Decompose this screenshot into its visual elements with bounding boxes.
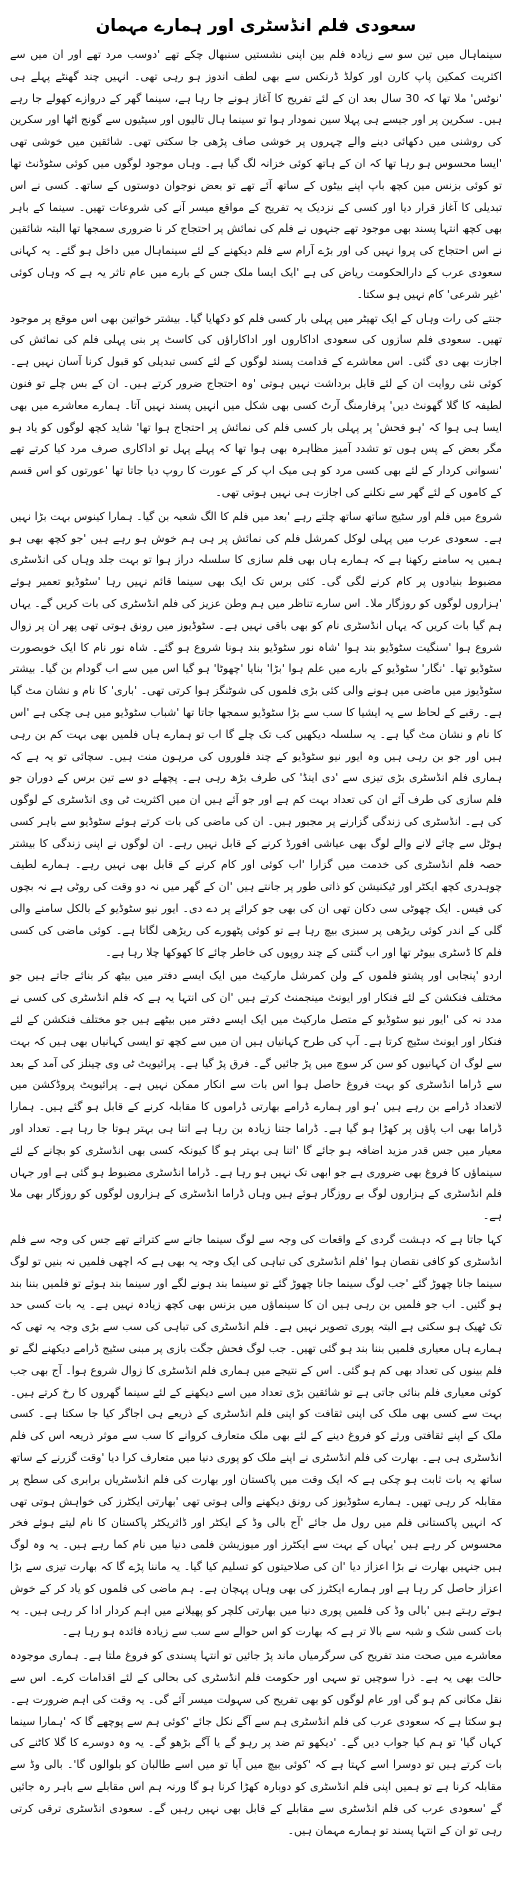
article-paragraph: اردو 'پنجابی اور پشتو فلموں کے ولن کمرشل مارکیٹ میں ایک ایسے دفتر میں بیٹھ کر بنائے جاتے ہیں جو مختلف فنکشن کے لئے فنکار اور ایونٹ مینجمنٹ کرتے ہیں 'ان کی انتہا یہ ہے کہ فلم انڈسٹری کی کسی نے مدد نہ کی 'ایور نیو سٹوڈیو کے متصل مارکیٹ میں ایک ایسے دفتر میں بیٹھے ہیں جو مختلف فنکشن کے لئے فنکار اور ایونٹ سٹیج کرتا ہے۔ آپ کی طرح کہانیاں ہیں ان میں سے کچھ تو ایسی کہانیاں بھی ہیں کہ بہت سے لوگ ان کہانیوں کو سن کر سوچ میں پڑ جائیں گے۔ فرق پڑ گیا ہے۔ پرائیویٹ ٹی وی چینلز کی آمد کے بعد سے ڈراما انڈسٹری کو بہت فروغ حاصل ہوا اس بات سے انکار ممکن نہیں ہے۔ پرائیویٹ پروڈکشن میں لاتعداد ڈرامے بن رہے ہیں 'ہو اور ہمارے ڈرامے بھارتی ڈراموں کا مقابلہ کرنے کے قابل ہو گئے ہیں۔ ہمارا ڈراما بھی اب پاؤں پر کھڑا ہو گیا ہے۔ ڈراما جتنا زیادہ بن رہا ہے اتنا ہی بہتر ہوتا جا رہا ہے۔ تعداد اور معیار میں جس قدر مزید اضافہ ہو جائے گا 'اتنا ہی بہتر ہو گا کیونکہ کسی بھی انڈسٹری کو بچانے کے لئے سینماؤں کا فروغ بھی ضروری ہے جو ابھی تک نہیں ہو رہا ہے۔ ڈراما انڈسٹری مضبوط ہو گئی ہے اور جہاں فلم انڈسٹری کے ہزاروں لوگ بے روزگار ہوئے ہیں وہاں ڈراما انڈسٹری کے ہزاروں لوگوں کو روزگار بھی ملا ہے۔ — [10, 969, 502, 1223]
article-paragraph: کہا جاتا ہے کہ دہشت گردی کے واقعات کی وجہ سے لوگ سینما جانے سے کتراتے تھے جس کی وجہ سے فلم انڈسٹری کو کافی نقصان ہوا 'فلم انڈسٹری کی تباہی کی ایک وجہ یہ بھی ہے کہ اچھی فلمیں نہ بنیں تو لوگ سینما جانا چھوڑ گئے 'جب لوگ سینما جانا چھوڑ گئے تو سینما بند ہونے لگے اور سینما بند ہوئے تو فلمیں بننا بند ہو گئیں۔ اب جو فلمیں بن رہی ہیں ان کا سینماؤں میں بزنس بھی کچھ زیادہ نہیں ہے۔ یہ بات کسی حد تک ٹھیک ہو سکتی ہے البتہ پوری تصویر نہیں ہے۔ فلم انڈسٹری کی تباہی کی سب سے بڑی وجہ یہ تھی کہ ہمارے ہاں معیاری فلمیں بننا بند ہو گئی تھیں۔ جب لوگ فحش جگت بازی پر مبنی سٹیج ڈرامے دیکھنے لگے تو فلم بینوں کی تعداد بھی کم ہو گئی۔ اس کے نتیجے میں ہماری فلم انڈسٹری کا زوال شروع ہوا۔ آج بھی جب کوئی معیاری فلم بنائی جاتی ہے تو شائقین بڑی تعداد میں اسے دیکھنے کے لئے سینما گھروں کا رخ کرتے ہیں۔ بہت سے کسی بھی ملک کی اپنی ثقافت کو اپنی فلم انڈسٹری کے ذریعے ہی اجاگر کیا جا سکتا ہے۔ کسی ملک کے اپنے ثقافتی ورثے کو فروغ دینے کے لئے بھی ملک متعارف کروانے کا سب سے موثر ذریعہ اس کی فلم انڈسٹری ہی ہے۔ بھارت کی فلم انڈسٹری نے اپنے ملک کو پوری دنیا میں متعارف کرا دیا 'وقت گزرنے کے ساتھ ساتھ یہ بات ثابت ہو چکی ہے کہ ایک وقت میں پاکستان اور بھارت کی فلم انڈسٹریاں برابری کی سطح پر مقابلہ کر رہی تھیں۔ ہمارے سٹوڈیوز کی رونق دیکھنے والی ہوتی تھی 'بھارتی ایکٹرز کی خواہش ہوتی تھی کہ انہیں پاکستانی فلم میں رول مل جائے 'آج بالی وڈ کے ایکٹر اور ڈائریکٹر پاکستان کا نام لیتے ہوئے فخر محسوس کر رہے ہیں 'یہاں کے بہت سے ایکٹرز اور میوزیشن فلمی دنیا میں نام کما رہے ہیں۔ یہ وہ لوگ ہیں جنہیں بھارت نے بڑا اعزاز دیا 'ان کی صلاحیتوں کو تسلیم کیا گیا۔ یہ ماننا پڑے گا کہ بھارت تیزی سے بڑا اعزاز حاصل کر رہا ہے اور ہمارے ایکٹرز کی بھی وہاں پہچان ہے۔ ہم ماضی کی فلموں کو یاد کر کے خوش ہوتے رہتے ہیں 'بالی وڈ کی فلمیں پوری دنیا میں بھارتی کلچر کو پھیلانے میں اہم کردار ادا کر رہی ہیں۔ یہ بات کسی شک و شبہ سے بالا تر ہے کہ بھارت کو اس حوالے سے سب سے زیادہ فائدہ ہو رہا ہے۔ — [10, 1233, 502, 1639]
article-paragraph: سینماہال میں تین سو سے زیادہ فلم بین اپنی نشستیں سنبھال چکے تھے 'دوسب مرد تھے اور ان میں سے اکثریت کمکین پاپ کارن اور کولڈ ڈرنکس سے بھی لطف اندوز ہو رہی تھی۔ انہیں چند گھنٹے پہلے ہی 'نوٹس' ملا تھا کہ 30 سال بعد ان کے لئے تفریح کا آغاز ہونے جا رہا ہے، سینما گھر کے دروازے کھولے جا رہے ہیں۔ سکرین پر اور جیسے ہی پہلا سین نمودار ہوا تو سینما ہال تالیوں اور سیٹیوں سے گونج اٹھا اور سکرین کی روشنی میں دکھائی دینے والے چہروں پر خوشی صاف پڑھی جا سکتی تھی۔ شائقین میں خوشی تھی 'ایسا محسوس ہو رہا تھا کہ ان کے ہاتھ کوئی خزانہ لگ گیا ہے۔ وہاں موجود لوگوں میں کوئی سٹوڈنٹ تھا تو کوئی بزنس مین کچھ باپ اپنے بیٹوں کے ساتھ آئے تھے تو بعض نوجوان دوستوں کے ساتھ۔ کسی نے اس تبدیلی کا آغاز قرار دیا اور کسی کے نزدیک یہ تفریح کے مواقع میسر آنے کی شروعات تھیں۔ سینما کے باہر بھی کچھ انتہا پسند بھی موجود تھے جنہوں نے فلم کی نمائش پر احتجاج کر نا ضروری سمجھا تھا البتہ شائقین نے اس احتجاج کی پروا نہیں کی اور بڑے آرام سے فلم دیکھنے کے لئے سینماہال میں داخل ہو گئے۔ یہ کہانی سعودی عرب کے دارالحکومت ریاض کی ہے 'ایک ایسا ملک جس کے بارے میں عام تاثر یہ ہے کہ وہاں کوئی 'غیر شرعی' کام نہیں ہو سکتا۔ — [10, 48, 502, 301]
article-paragraph: معاشرے میں صحت مند تفریح کی سرگرمیاں ماند پڑ جائیں تو انتہا پسندی کو فروغ ملتا ہے۔ ہماری موجودہ حالت بھی یہ ہے۔ ذرا سوچیں تو سہی اور حکومت فلم انڈسٹری کی بحالی کے لئے اقدامات کرے۔ اس سے نقل مکانی کم ہو گی اور عام لوگوں کو بھی تفریح کی سہولت میسر آئے گی۔ یہ وقت کی اہم ضرورت ہے۔ ہو سکتا ہے کہ سعودی عرب کی فلم انڈسٹری ہم سے آگے نکل جائے 'کوئی ہم سے پوچھے گا کہ 'ہمارا سینما کہاں گیا' تو ہم کیا جواب دیں گے۔ 'دیکھو تم ضد پر رہو گے یا آگے بڑھو گے۔ یہ وہ دوسرے کا گلا کاٹنے کی بات کرتے ہیں تو دوسرا اسے کہتا ہے کہ 'کوئی بیچ میں آیا تو میں اسے طالبان کو بلوالوں گا'۔ بالی وڈ سے مقابلہ کرنا ہے تو ہمیں اپنی فلم انڈسٹری کو دوبارہ کھڑا کرنا ہو گا ورنہ ہم اس مقابلے سے باہر رہ جائیں گے 'سعودی عرب کی فلم انڈسٹری سے مقابلے کے قابل بھی نہیں رہیں گے۔ سعودی انڈسٹری ترقی کرتی رہی تو ان کے انتہا پسند تو ہمارے مہمان ہیں۔ — [10, 1649, 502, 1837]
article-headline: سعودی فلم انڈسٹری اور ہمارے مہمان — [95, 16, 417, 36]
article-body — [10, 44, 502, 1841]
article-paragraph: شروع میں فلم اور سٹیج ساتھ ساتھ چلتے رہے 'بعد میں فلم کا الگ شعبہ بن گیا۔ ہمارا کینوس بہت بڑا نہیں ہے۔ سعودی عرب میں پہلی لوکل کمرشل فلم کی نمائش پر ہی ہم خوش ہو رہے ہیں 'جو کچھ بھی ہو ہمیں یہ سامنے رکھنا ہے کہ ہمارے ہاں بھی فلم سازی کا سلسلہ دراز ہوا تو بہت جلد وہاں کی انڈسٹری مضبوط بنیادوں پر کام کرنے لگی گی۔ کئی برس تک ایک بھی سینما قائم نہیں رہا 'سٹوڈیو تعمیر ہوئے 'ہزاروں لوگوں کو روزگار ملا۔ اس سارے تناظر میں ہم وطن عزیز کی فلم انڈسٹری کی بات کریں گے۔ یہاں ہم گیا بات کریں کہ یہاں انڈسٹری نام کو بھی باقی نہیں ہے۔ سٹوڈیوز میں رونق ہوتی تھی پھر ان پر زوال شروع ہوا 'سنگیت سٹوڈیو بند ہوا 'شاہ نور سٹوڈیو بند ہونا شروع ہو گئے۔ شاہ نور نام کا ایک خوبصورت سٹوڈیو تھا۔ 'نگار' سٹوڈیو کے بارے میں علم ہوا 'بڑا' بنایا 'چھوٹا' ہو گیا اس میں سے اب گودام بن گیا۔ بیشتر سٹوڈیوز میں ماضی میں ہونے والی کئی بڑی فلموں کی شوٹنگز ہوا کرتی تھی۔ 'باری' کا نام و نشان مٹ گیا ہے۔ رقبے کے لحاظ سے یہ ایشیا کا سب سے بڑا سٹوڈیو سمجھا جاتا تھا 'شباب سٹوڈیو میں ہی چکی ہے 'اس کا نام و نشان مٹ گیا ہے۔ یہ سلسلہ دیکھیں کب تک چلے گا اب تو ہمارے ہاں فلمیں بھی بہت کم بن رہی ہیں اور جو بن رہی ہیں وہ ایور نیو سٹوڈیو کے چند فلوروں کی مرہون منت ہیں۔ سچائی تو یہ ہے کہ ہماری فلم انڈسٹری بڑی تیزی سے 'دی اینڈ' کی طرف بڑھ رہی ہے۔ پچھلے دو سے تین برس کے دوران جو فلم سازی کی طرف آئے ان کی تعداد بہت کم ہے اور جو آئے ہیں ان میں اکثریت ٹی وی انڈسٹری کے لوگوں کی ہے۔ انڈسٹری کی زندگی گزارنے پر مجبور ہیں۔ ان کی ماضی کی بات کرتے ہوئے سٹوڈیو سے باہر کسی ہوٹل سے چائے لانے والے لوگ بھی عیاشی افورڈ کرنے کے قابل نہیں رہے۔ ان لوگوں نے اپنی زندگی کا بیشتر حصہ فلم انڈسٹری کی خدمت میں گزارا 'اب کوئی اور کام کرنے کے قابل بھی نہیں رہے۔ ہمارے لطیف چوہدری کچھ ایکٹر اور ٹیکنیشن کو ذاتی طور پر جانتے ہیں 'ان کے گھر میں نہ دو وقت کی روٹی ہے نہ بچوں کی فیس۔ ایک چھوٹی سی دکان تھی ان کی بھی جو کرائے پر دے دی۔ ایور نیو سٹوڈیو کے بالکل سامنے والی گلی کے اندر کوئی ریڑھی پر سبزی بیچ رہا ہے تو کوئی پٹھورے کی ریڑھی لگاتا ہے۔ کوئی ماضی کی کسی فلم کا ڈسٹری بیوٹر تھا اور اب گنتی کے چند روپوں کی خاطر چائے کا کھوکھا چلا رہا ہے۔ — [10, 509, 502, 959]
headline-container — [10, 8, 502, 44]
article-paragraph: جنتے کی رات وہاں کے ایک تھیٹر میں پہلی بار کسی فلم کو دکھایا گیا۔ بیشتر خواتین بھی اس موقع پر موجود تھیں۔ سعودی فلم سازوں کی سعودی اداکاروں اور اداکاراؤں کی کاسٹ پر بنی پہلی فلم کی نمائش کی اجازت بھی دی گئی۔ اس معاشرے کے قدامت پسند لوگوں کے لئے کسی تبدیلی کو قبول کرنا آسان نہیں ہے۔ کوئی نئی روایت ان کے لئے قابل برداشت نہیں ہوتی 'وہ احتجاج ضرور کرتے ہیں۔ ان کے بس چلے تو فنون لطیفہ کا گلا گھونٹ دیں' پرفارمنگ آرٹ کسی بھی شکل میں انہیں پسند نہیں آتا۔ ہمارے معاشرے میں بھی ایسا ہی ہوا کہ 'ہو فحش' پر پہلی بار کسی فلم کی نمائش پر احتجاج ہوا تھا' شاید کچھ لوگوں کو یاد ہو مگر بعض کے پس ہوں تو تشدد آمیز مظاہرہ بھی ہوا تھا کہ پہلے پہل تو اداکاری صرف مرد کیا کرتے تھے 'نسوانی کردار کے لئے بھی کسی مرد کو ہی میک اپ کر کے عورت کا روپ دیا جاتا تھا 'عورتوں کو اس قسم کے کاموں کے لئے گھر سے نکلنے کی اجازت ہی نہیں ہوتی تھی۔ — [10, 311, 502, 499]
